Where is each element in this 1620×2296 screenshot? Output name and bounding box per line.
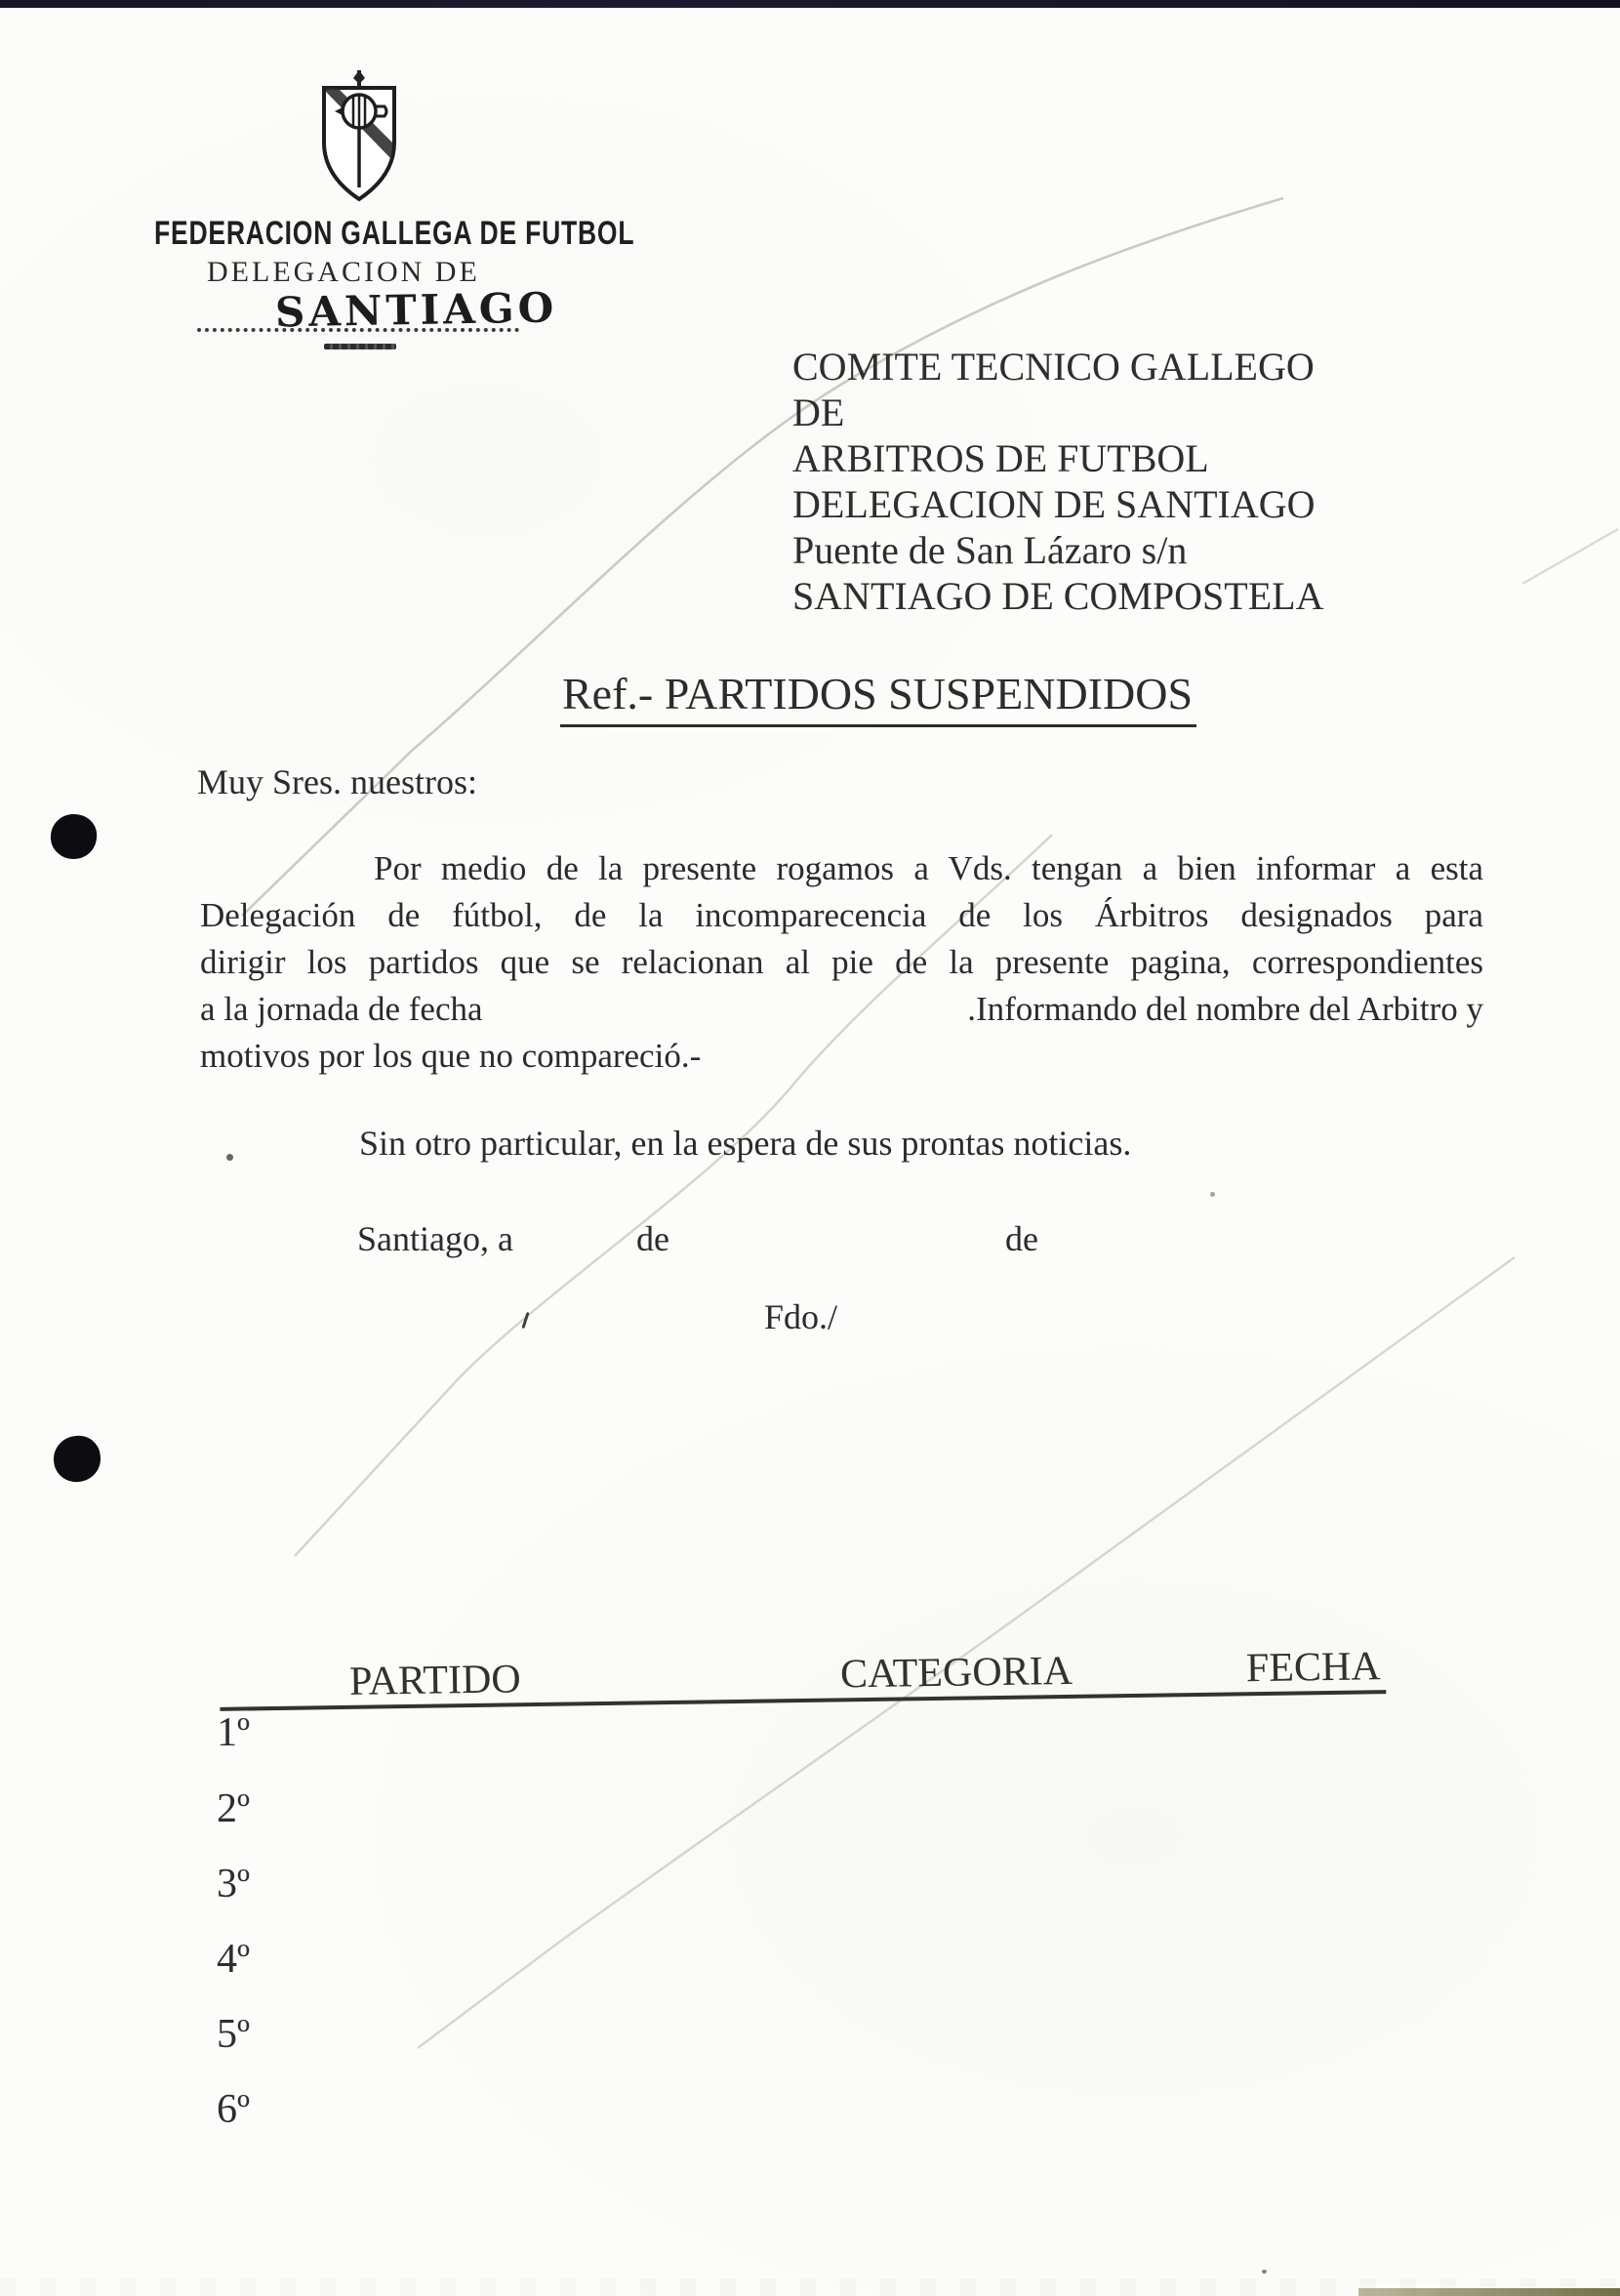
santiago-stamp: SANTIAGO — [274, 283, 558, 337]
body-line-2: Delegación de fútbol, de la incomparecencia de los Árbitros designados para — [200, 896, 1483, 934]
bottom-edge-scan-artifact — [1358, 2288, 1620, 2296]
table-row-1: 1º — [217, 1710, 251, 1755]
table-row-5: 5º — [217, 2012, 251, 2057]
body-line-5: motivos por los que no compareció.- — [200, 1037, 702, 1075]
hole-punch-top — [48, 811, 100, 862]
scan-speck — [1210, 1192, 1215, 1197]
reference-heading: Ref.- PARTIDOS SUSPENDIDOS — [560, 668, 1196, 727]
table-row-4: 4º — [217, 1937, 251, 1982]
scan-speck — [1262, 2270, 1267, 2274]
addressee-line: DELEGACION DE SANTIAGO — [792, 482, 1316, 526]
top-edge-scan-artifact — [0, 0, 1620, 8]
addressee-block — [792, 344, 1339, 619]
salutation: Muy Sres. nuestros: — [197, 762, 477, 801]
stamp-dotted-line — [197, 328, 519, 332]
dateline-de-2: de — [1005, 1219, 1038, 1258]
body-line-4 — [200, 986, 1483, 1033]
table-header-row — [220, 1639, 1387, 1711]
signature-label: Fdo./ — [764, 1297, 838, 1336]
stamp-underline-mark — [324, 344, 396, 349]
table-row-6: 6º — [217, 2087, 251, 2132]
table-row-2: 2º — [217, 1786, 251, 1831]
body-paragraph — [200, 845, 1483, 1080]
addressee-line: ARBITROS DE FUTBOL — [792, 436, 1209, 480]
scan-speck — [521, 1312, 529, 1329]
closing-line: Sin otro particular, en la espera de sus prontas noticias. — [359, 1124, 1132, 1163]
body-line-1: Por medio de la presente rogamos a Vds. tengan a bien informar a esta — [374, 849, 1483, 887]
dateline-de-1: de — [636, 1219, 669, 1258]
table-header-partido: PARTIDO — [348, 1657, 522, 1704]
hole-punch-bottom — [52, 1434, 103, 1485]
scan-speck — [226, 1154, 233, 1161]
body-line-3: dirigir los partidos que se relacionan al pie de la presente pagina, correspondientes — [200, 943, 1483, 981]
addressee-line: Puente de San Lázaro s/n — [792, 528, 1188, 572]
body-line-4-left: a la jornada de fecha — [200, 990, 483, 1028]
federation-crest-icon — [314, 68, 404, 207]
body-line-4-right: .Informando del nombre del Arbitro y — [967, 990, 1483, 1028]
letterhead-delegation-line: DELEGACION DE — [207, 256, 480, 288]
table-header-fecha: FECHA — [1245, 1644, 1381, 1692]
addressee-line: COMITE TECNICO GALLEGO DE — [792, 345, 1315, 434]
scratch-line-short — [1522, 529, 1618, 584]
letterhead-org-name: FEDERACION GALLEGA DE FUTBOL — [154, 215, 635, 252]
addressee-line: SANTIAGO DE COMPOSTELA — [792, 574, 1324, 618]
table-header-categoria: CATEGORIA — [839, 1648, 1073, 1698]
table-row-3: 3º — [217, 1862, 251, 1906]
dateline-city: Santiago, a — [357, 1219, 513, 1258]
